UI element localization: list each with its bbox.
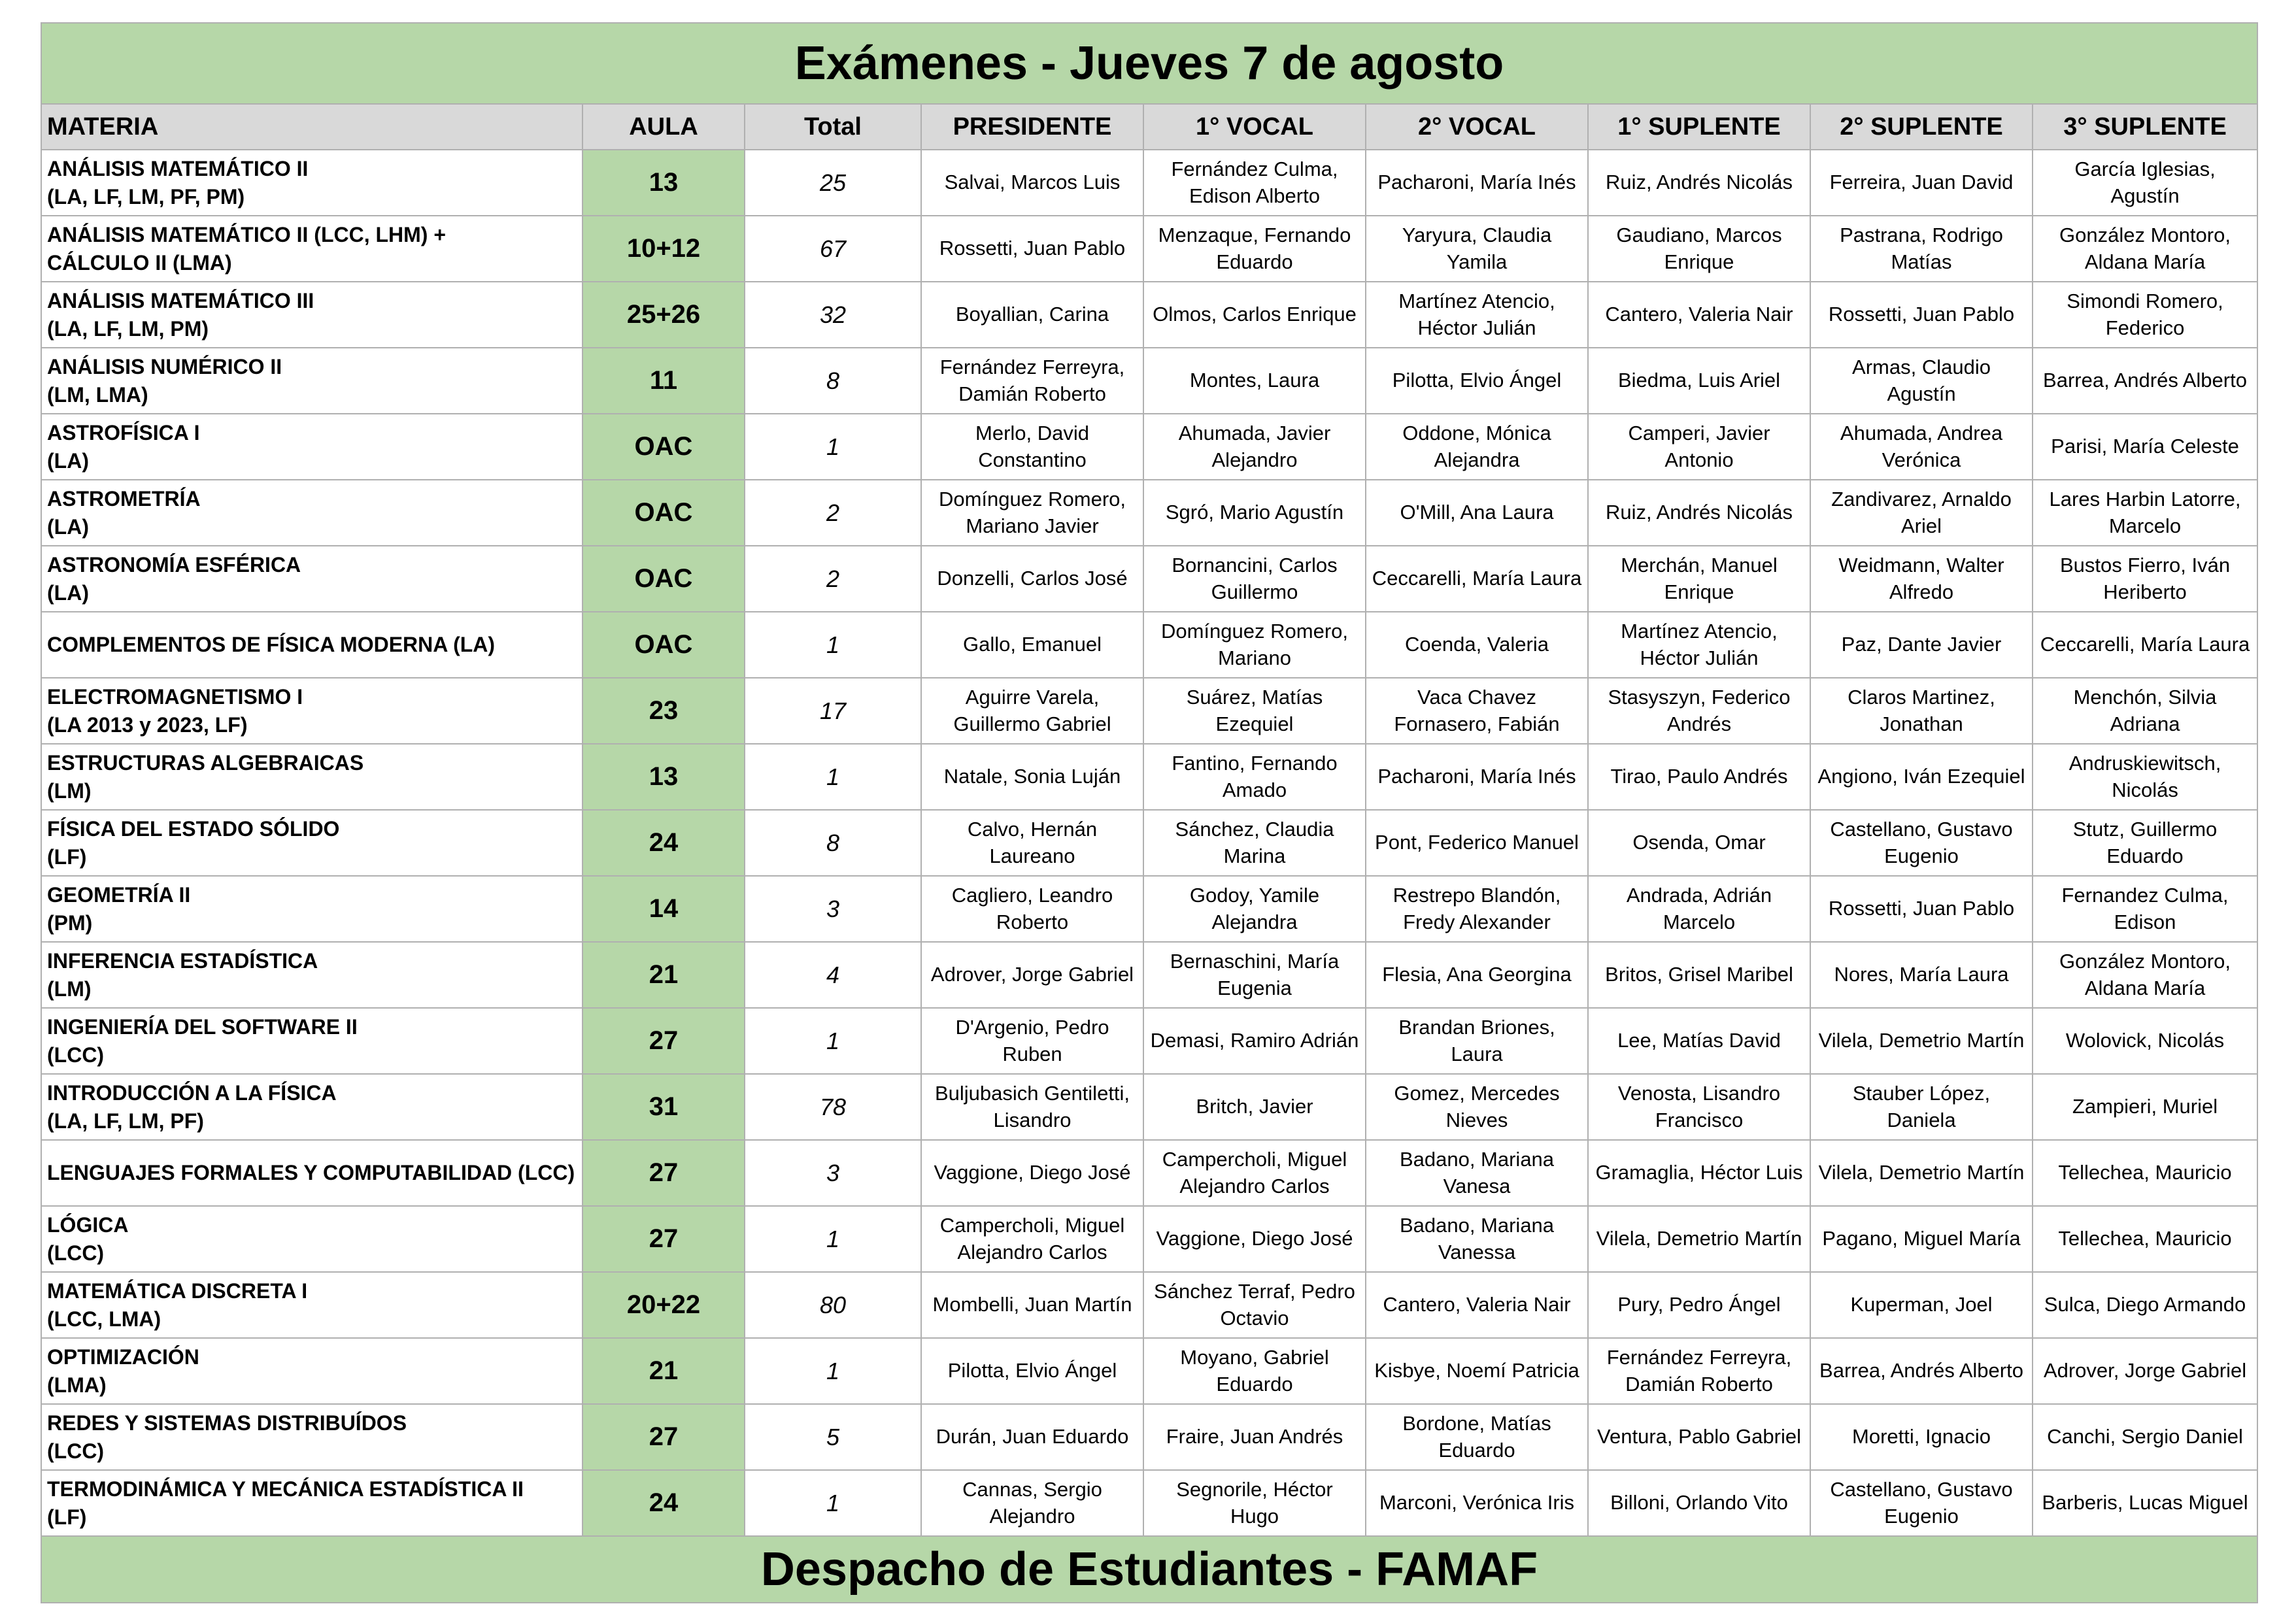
vocal-1-cell: Vaggione, Diego José <box>1143 1206 1366 1272</box>
presidente-cell: Cagliero, Leandro Roberto <box>921 876 1143 942</box>
suplente-2-cell: Stauber López, Daniela <box>1810 1074 2033 1140</box>
vocal-1-cell: Bernaschini, María Eugenia <box>1143 942 1366 1008</box>
suplente-3-cell: Simondi Romero, Federico <box>2033 282 2257 348</box>
materia-cell <box>41 282 582 348</box>
header-aula: AULA <box>582 104 745 150</box>
suplente-2-cell: Pagano, Miguel María <box>1810 1206 2033 1272</box>
suplente-1-cell: Fernández Ferreyra, Damián Roberto <box>1588 1338 1810 1404</box>
suplente-3-cell: Barrea, Andrés Alberto <box>2033 348 2257 414</box>
vocal-1-cell: Olmos, Carlos Enrique <box>1143 282 1366 348</box>
total-cell: 5 <box>745 1404 921 1470</box>
suplente-2-cell: Armas, Claudio Agustín <box>1810 348 2033 414</box>
table-row <box>41 1338 2257 1404</box>
header-row <box>41 104 2257 150</box>
header-materia: MATERIA <box>41 104 582 150</box>
materia-line: (LM, LMA) <box>47 382 148 407</box>
aula-cell: 27 <box>582 1140 745 1206</box>
suplente-3-cell: Canchi, Sergio Daniel <box>2033 1404 2257 1470</box>
suplente-3-cell: González Montoro, Aldana María <box>2033 942 2257 1008</box>
presidente-cell: Campercholi, Miguel Alejandro Carlos <box>921 1206 1143 1272</box>
vocal-1-cell: Suárez, Matías Ezequiel <box>1143 678 1366 744</box>
materia-line: ANÁLISIS MATEMÁTICO II <box>47 157 309 181</box>
materia-line: ASTROMETRÍA <box>47 487 201 511</box>
materia-line: (LCC) <box>47 1241 105 1265</box>
total-cell: 3 <box>745 1140 921 1206</box>
materia-line: (LCC) <box>47 1043 105 1067</box>
suplente-1-cell: Tirao, Paulo Andrés <box>1588 744 1810 810</box>
materia-line: COMPLEMENTOS DE FÍSICA MODERNA (LA) <box>47 633 496 657</box>
suplente-1-cell: Billoni, Orlando Vito <box>1588 1470 1810 1536</box>
aula-cell: 11 <box>582 348 745 414</box>
vocal-2-cell: Bordone, Matías Eduardo <box>1366 1404 1588 1470</box>
vocal-1-cell: Menzaque, Fernando Eduardo <box>1143 216 1366 282</box>
suplente-1-cell: Venosta, Lisandro Francisco <box>1588 1074 1810 1140</box>
materia-cell <box>41 216 582 282</box>
suplente-1-cell: Gaudiano, Marcos Enrique <box>1588 216 1810 282</box>
materia-cell <box>41 1272 582 1338</box>
page-title: Exámenes - Jueves 7 de agosto <box>41 23 2257 104</box>
table-row <box>41 942 2257 1008</box>
materia-line: ANÁLISIS MATEMÁTICO II (LCC, LHM) + <box>47 223 447 247</box>
suplente-1-cell: Ruiz, Andrés Nicolás <box>1588 150 1810 216</box>
suplente-3-cell: Fernandez Culma, Edison <box>2033 876 2257 942</box>
materia-line: (PM) <box>47 911 93 935</box>
table-row <box>41 1008 2257 1074</box>
materia-line: ANÁLISIS NUMÉRICO II <box>47 355 282 379</box>
materia-line: (LA) <box>47 514 89 539</box>
suplente-3-cell: Menchón, Silvia Adriana <box>2033 678 2257 744</box>
materia-line: FÍSICA DEL ESTADO SÓLIDO <box>47 817 340 841</box>
suplente-3-cell: Tellechea, Mauricio <box>2033 1206 2257 1272</box>
suplente-3-cell: González Montoro, Aldana María <box>2033 216 2257 282</box>
materia-line: (LF) <box>47 845 87 869</box>
aula-cell: 27 <box>582 1404 745 1470</box>
vocal-1-cell: Fernández Culma, Edison Alberto <box>1143 150 1366 216</box>
total-cell: 1 <box>745 1008 921 1074</box>
vocal-1-cell: Ahumada, Javier Alejandro <box>1143 414 1366 480</box>
presidente-cell: Adrover, Jorge Gabriel <box>921 942 1143 1008</box>
materia-line: (LM) <box>47 977 92 1001</box>
aula-cell: 13 <box>582 150 745 216</box>
materia-line: CÁLCULO II (LMA) <box>47 250 232 275</box>
aula-cell: 24 <box>582 810 745 876</box>
materia-cell <box>41 1470 582 1536</box>
total-cell: 8 <box>745 810 921 876</box>
exam-sheet <box>41 22 2257 1603</box>
presidente-cell: Donzelli, Carlos José <box>921 546 1143 612</box>
total-cell: 78 <box>745 1074 921 1140</box>
table-row <box>41 744 2257 810</box>
suplente-3-cell: Barberis, Lucas Miguel <box>2033 1470 2257 1536</box>
suplente-1-cell: Osenda, Omar <box>1588 810 1810 876</box>
header-suplente-1: 1° SUPLENTE <box>1588 104 1810 150</box>
vocal-2-cell: Pilotta, Elvio Ángel <box>1366 348 1588 414</box>
materia-line: LENGUAJES FORMALES Y COMPUTABILIDAD (LCC) <box>47 1161 575 1185</box>
suplente-2-cell: Kuperman, Joel <box>1810 1272 2033 1338</box>
materia-line: (LCC, LMA) <box>47 1307 161 1331</box>
suplente-1-cell: Andrada, Adrián Marcelo <box>1588 876 1810 942</box>
header-total: Total <box>745 104 921 150</box>
table-row <box>41 612 2257 678</box>
materia-line: TERMODINÁMICA Y MECÁNICA ESTADÍSTICA II <box>47 1477 524 1501</box>
suplente-1-cell: Cantero, Valeria Nair <box>1588 282 1810 348</box>
presidente-cell: Mombelli, Juan Martín <box>921 1272 1143 1338</box>
suplente-3-cell: Sulca, Diego Armando <box>2033 1272 2257 1338</box>
table-row <box>41 1206 2257 1272</box>
presidente-cell: Durán, Juan Eduardo <box>921 1404 1143 1470</box>
aula-cell: 31 <box>582 1074 745 1140</box>
suplente-3-cell: Ceccarelli, María Laura <box>2033 612 2257 678</box>
total-cell: 8 <box>745 348 921 414</box>
table-row <box>41 810 2257 876</box>
vocal-1-cell: Segnorile, Héctor Hugo <box>1143 1470 1366 1536</box>
suplente-1-cell: Ventura, Pablo Gabriel <box>1588 1404 1810 1470</box>
table-row <box>41 1404 2257 1470</box>
vocal-1-cell: Sánchez Terraf, Pedro Octavio <box>1143 1272 1366 1338</box>
presidente-cell: Gallo, Emanuel <box>921 612 1143 678</box>
materia-line: ELECTROMAGNETISMO I <box>47 685 303 709</box>
table-row <box>41 1470 2257 1536</box>
vocal-2-cell: Vaca Chavez Fornasero, Fabián <box>1366 678 1588 744</box>
presidente-cell: Domínguez Romero, Mariano Javier <box>921 480 1143 546</box>
suplente-1-cell: Britos, Grisel Maribel <box>1588 942 1810 1008</box>
materia-cell <box>41 1338 582 1404</box>
suplente-1-cell: Merchán, Manuel Enrique <box>1588 546 1810 612</box>
table-row <box>41 546 2257 612</box>
vocal-2-cell: Gomez, Mercedes Nieves <box>1366 1074 1588 1140</box>
materia-line: (LM) <box>47 778 92 803</box>
suplente-2-cell: Claros Martinez, Jonathan <box>1810 678 2033 744</box>
materia-line: (LA 2013 y 2023, LF) <box>47 712 248 737</box>
suplente-2-cell: Rossetti, Juan Pablo <box>1810 282 2033 348</box>
total-cell: 1 <box>745 414 921 480</box>
materia-line: (LCC) <box>47 1439 105 1463</box>
suplente-3-cell: Bustos Fierro, Iván Heriberto <box>2033 546 2257 612</box>
aula-cell: 24 <box>582 1470 745 1536</box>
suplente-3-cell: Parisi, María Celeste <box>2033 414 2257 480</box>
suplente-2-cell: Nores, María Laura <box>1810 942 2033 1008</box>
suplente-2-cell: Paz, Dante Javier <box>1810 612 2033 678</box>
suplente-3-cell: Andruskiewitsch, Nicolás <box>2033 744 2257 810</box>
exam-table-body <box>41 150 2257 1536</box>
total-cell: 1 <box>745 744 921 810</box>
materia-line: ASTROFÍSICA I <box>47 421 200 445</box>
exam-table <box>41 22 2258 1603</box>
table-row <box>41 216 2257 282</box>
suplente-3-cell: Stutz, Guillermo Eduardo <box>2033 810 2257 876</box>
vocal-2-cell: Brandan Briones, Laura <box>1366 1008 1588 1074</box>
total-cell: 2 <box>745 480 921 546</box>
materia-line: INFERENCIA ESTADÍSTICA <box>47 949 318 973</box>
presidente-cell: Boyallian, Carina <box>921 282 1143 348</box>
presidente-cell: Calvo, Hernán Laureano <box>921 810 1143 876</box>
materia-line: OPTIMIZACIÓN <box>47 1345 199 1369</box>
header-vocal-2: 2° VOCAL <box>1366 104 1588 150</box>
materia-line: LÓGICA <box>47 1213 129 1237</box>
suplente-2-cell: Moretti, Ignacio <box>1810 1404 2033 1470</box>
materia-line: ANÁLISIS MATEMÁTICO III <box>47 289 314 313</box>
aula-cell: OAC <box>582 546 745 612</box>
aula-cell: 27 <box>582 1206 745 1272</box>
vocal-1-cell: Fraire, Juan Andrés <box>1143 1404 1366 1470</box>
materia-cell <box>41 150 582 216</box>
aula-cell: 21 <box>582 942 745 1008</box>
vocal-1-cell: Fantino, Fernando Amado <box>1143 744 1366 810</box>
suplente-3-cell: García Iglesias, Agustín <box>2033 150 2257 216</box>
aula-cell: 13 <box>582 744 745 810</box>
vocal-2-cell: Marconi, Verónica Iris <box>1366 1470 1588 1536</box>
vocal-2-cell: Cantero, Valeria Nair <box>1366 1272 1588 1338</box>
presidente-cell: Buljubasich Gentiletti, Lisandro <box>921 1074 1143 1140</box>
suplente-2-cell: Vilela, Demetrio Martín <box>1810 1008 2033 1074</box>
presidente-cell: Aguirre Varela, Guillermo Gabriel <box>921 678 1143 744</box>
total-cell: 4 <box>745 942 921 1008</box>
suplente-1-cell: Martínez Atencio, Héctor Julián <box>1588 612 1810 678</box>
presidente-cell: Merlo, David Constantino <box>921 414 1143 480</box>
suplente-2-cell: Ferreira, Juan David <box>1810 150 2033 216</box>
vocal-1-cell: Bornancini, Carlos Guillermo <box>1143 546 1366 612</box>
aula-cell: 10+12 <box>582 216 745 282</box>
suplente-1-cell: Biedma, Luis Ariel <box>1588 348 1810 414</box>
materia-cell <box>41 348 582 414</box>
header-presidente: PRESIDENTE <box>921 104 1143 150</box>
vocal-1-cell: Campercholi, Miguel Alejandro Carlos <box>1143 1140 1366 1206</box>
materia-line: GEOMETRÍA II <box>47 883 191 907</box>
aula-cell: 27 <box>582 1008 745 1074</box>
suplente-2-cell: Weidmann, Walter Alfredo <box>1810 546 2033 612</box>
materia-line: ASTRONOMÍA ESFÉRICA <box>47 553 301 577</box>
total-cell: 3 <box>745 876 921 942</box>
suplente-3-cell: Wolovick, Nicolás <box>2033 1008 2257 1074</box>
suplente-2-cell: Vilela, Demetrio Martín <box>1810 1140 2033 1206</box>
materia-cell <box>41 480 582 546</box>
table-row <box>41 678 2257 744</box>
suplente-1-cell: Ruiz, Andrés Nicolás <box>1588 480 1810 546</box>
vocal-2-cell: Restrepo Blandón, Fredy Alexander <box>1366 876 1588 942</box>
header-suplente-2: 2° SUPLENTE <box>1810 104 2033 150</box>
vocal-2-cell: Ceccarelli, María Laura <box>1366 546 1588 612</box>
total-cell: 67 <box>745 216 921 282</box>
table-row <box>41 1140 2257 1206</box>
materia-line: (LA) <box>47 448 89 473</box>
presidente-cell: Rossetti, Juan Pablo <box>921 216 1143 282</box>
table-row <box>41 1272 2257 1338</box>
suplente-1-cell: Pury, Pedro Ángel <box>1588 1272 1810 1338</box>
materia-line: (LA) <box>47 580 89 605</box>
vocal-1-cell: Montes, Laura <box>1143 348 1366 414</box>
materia-line: MATEMÁTICA DISCRETA I <box>47 1279 308 1303</box>
materia-line: (LA, LF, LM, PM) <box>47 316 209 341</box>
table-row <box>41 1074 2257 1140</box>
vocal-1-cell: Domínguez Romero, Mariano <box>1143 612 1366 678</box>
header-vocal-1: 1° VOCAL <box>1143 104 1366 150</box>
materia-cell <box>41 1140 582 1206</box>
materia-cell <box>41 1206 582 1272</box>
materia-cell <box>41 744 582 810</box>
presidente-cell: Pilotta, Elvio Ángel <box>921 1338 1143 1404</box>
materia-line: ESTRUCTURAS ALGEBRAICAS <box>47 751 364 775</box>
aula-cell: 14 <box>582 876 745 942</box>
vocal-2-cell: Coenda, Valeria <box>1366 612 1588 678</box>
aula-cell: OAC <box>582 612 745 678</box>
suplente-2-cell: Zandivarez, Arnaldo Ariel <box>1810 480 2033 546</box>
total-cell: 1 <box>745 612 921 678</box>
total-cell: 80 <box>745 1272 921 1338</box>
suplente-3-cell: Lares Harbin Latorre, Marcelo <box>2033 480 2257 546</box>
suplente-2-cell: Rossetti, Juan Pablo <box>1810 876 2033 942</box>
aula-cell: 23 <box>582 678 745 744</box>
materia-cell <box>41 942 582 1008</box>
suplente-2-cell: Pastrana, Rodrigo Matías <box>1810 216 2033 282</box>
materia-cell <box>41 612 582 678</box>
header-suplente-3: 3° SUPLENTE <box>2033 104 2257 150</box>
table-row <box>41 348 2257 414</box>
suplente-1-cell: Camperi, Javier Antonio <box>1588 414 1810 480</box>
total-cell: 17 <box>745 678 921 744</box>
vocal-2-cell: Martínez Atencio, Héctor Julián <box>1366 282 1588 348</box>
materia-line: INGENIERÍA DEL SOFTWARE II <box>47 1015 358 1039</box>
aula-cell: 21 <box>582 1338 745 1404</box>
vocal-1-cell: Britch, Javier <box>1143 1074 1366 1140</box>
vocal-2-cell: Oddone, Mónica Alejandra <box>1366 414 1588 480</box>
suplente-3-cell: Zampieri, Muriel <box>2033 1074 2257 1140</box>
materia-cell <box>41 1074 582 1140</box>
suplente-1-cell: Gramaglia, Héctor Luis <box>1588 1140 1810 1206</box>
suplente-2-cell: Castellano, Gustavo Eugenio <box>1810 810 2033 876</box>
total-cell: 1 <box>745 1206 921 1272</box>
materia-line: (LA, LF, LM, PF, PM) <box>47 184 245 209</box>
vocal-1-cell: Moyano, Gabriel Eduardo <box>1143 1338 1366 1404</box>
aula-cell: OAC <box>582 480 745 546</box>
table-row <box>41 876 2257 942</box>
materia-line: (LMA) <box>47 1373 107 1397</box>
materia-line: (LF) <box>47 1505 87 1529</box>
materia-cell <box>41 546 582 612</box>
presidente-cell: Cannas, Sergio Alejandro <box>921 1470 1143 1536</box>
suplente-2-cell: Barrea, Andrés Alberto <box>1810 1338 2033 1404</box>
vocal-2-cell: Flesia, Ana Georgina <box>1366 942 1588 1008</box>
materia-line: REDES Y SISTEMAS DISTRIBUÍDOS <box>47 1411 407 1435</box>
vocal-1-cell: Godoy, Yamile Alejandra <box>1143 876 1366 942</box>
aula-cell: 20+22 <box>582 1272 745 1338</box>
materia-cell <box>41 876 582 942</box>
materia-cell <box>41 414 582 480</box>
suplente-1-cell: Stasyszyn, Federico Andrés <box>1588 678 1810 744</box>
vocal-2-cell: Pont, Federico Manuel <box>1366 810 1588 876</box>
presidente-cell: Fernández Ferreyra, Damián Roberto <box>921 348 1143 414</box>
suplente-1-cell: Lee, Matías David <box>1588 1008 1810 1074</box>
table-row <box>41 282 2257 348</box>
materia-line: INTRODUCCIÓN A LA FÍSICA <box>47 1081 337 1105</box>
total-cell: 1 <box>745 1338 921 1404</box>
suplente-2-cell: Ahumada, Andrea Verónica <box>1810 414 2033 480</box>
materia-cell <box>41 1404 582 1470</box>
total-cell: 1 <box>745 1470 921 1536</box>
materia-cell <box>41 678 582 744</box>
suplente-3-cell: Tellechea, Mauricio <box>2033 1140 2257 1206</box>
materia-cell <box>41 1008 582 1074</box>
vocal-1-cell: Demasi, Ramiro Adrián <box>1143 1008 1366 1074</box>
vocal-2-cell: Badano, Mariana Vanesa <box>1366 1140 1588 1206</box>
suplente-3-cell: Adrover, Jorge Gabriel <box>2033 1338 2257 1404</box>
total-cell: 32 <box>745 282 921 348</box>
table-row <box>41 414 2257 480</box>
vocal-2-cell: Badano, Mariana Vanessa <box>1366 1206 1588 1272</box>
total-cell: 25 <box>745 150 921 216</box>
presidente-cell: Salvai, Marcos Luis <box>921 150 1143 216</box>
suplente-1-cell: Vilela, Demetrio Martín <box>1588 1206 1810 1272</box>
presidente-cell: Vaggione, Diego José <box>921 1140 1143 1206</box>
table-row <box>41 480 2257 546</box>
vocal-1-cell: Sánchez, Claudia Marina <box>1143 810 1366 876</box>
total-cell: 2 <box>745 546 921 612</box>
materia-cell <box>41 810 582 876</box>
suplente-2-cell: Castellano, Gustavo Eugenio <box>1810 1470 2033 1536</box>
vocal-2-cell: Yaryura, Claudia Yamila <box>1366 216 1588 282</box>
vocal-2-cell: Pacharoni, María Inés <box>1366 744 1588 810</box>
vocal-2-cell: O'Mill, Ana Laura <box>1366 480 1588 546</box>
vocal-1-cell: Sgró, Mario Agustín <box>1143 480 1366 546</box>
suplente-2-cell: Angiono, Iván Ezequiel <box>1810 744 2033 810</box>
vocal-2-cell: Pacharoni, María Inés <box>1366 150 1588 216</box>
presidente-cell: Natale, Sonia Luján <box>921 744 1143 810</box>
presidente-cell: D'Argenio, Pedro Ruben <box>921 1008 1143 1074</box>
aula-cell: 25+26 <box>582 282 745 348</box>
page-footer: Despacho de Estudiantes - FAMAF <box>41 1536 2257 1603</box>
vocal-2-cell: Kisbye, Noemí Patricia <box>1366 1338 1588 1404</box>
materia-line: (LA, LF, LM, PF) <box>47 1109 204 1133</box>
table-row <box>41 150 2257 216</box>
aula-cell: OAC <box>582 414 745 480</box>
